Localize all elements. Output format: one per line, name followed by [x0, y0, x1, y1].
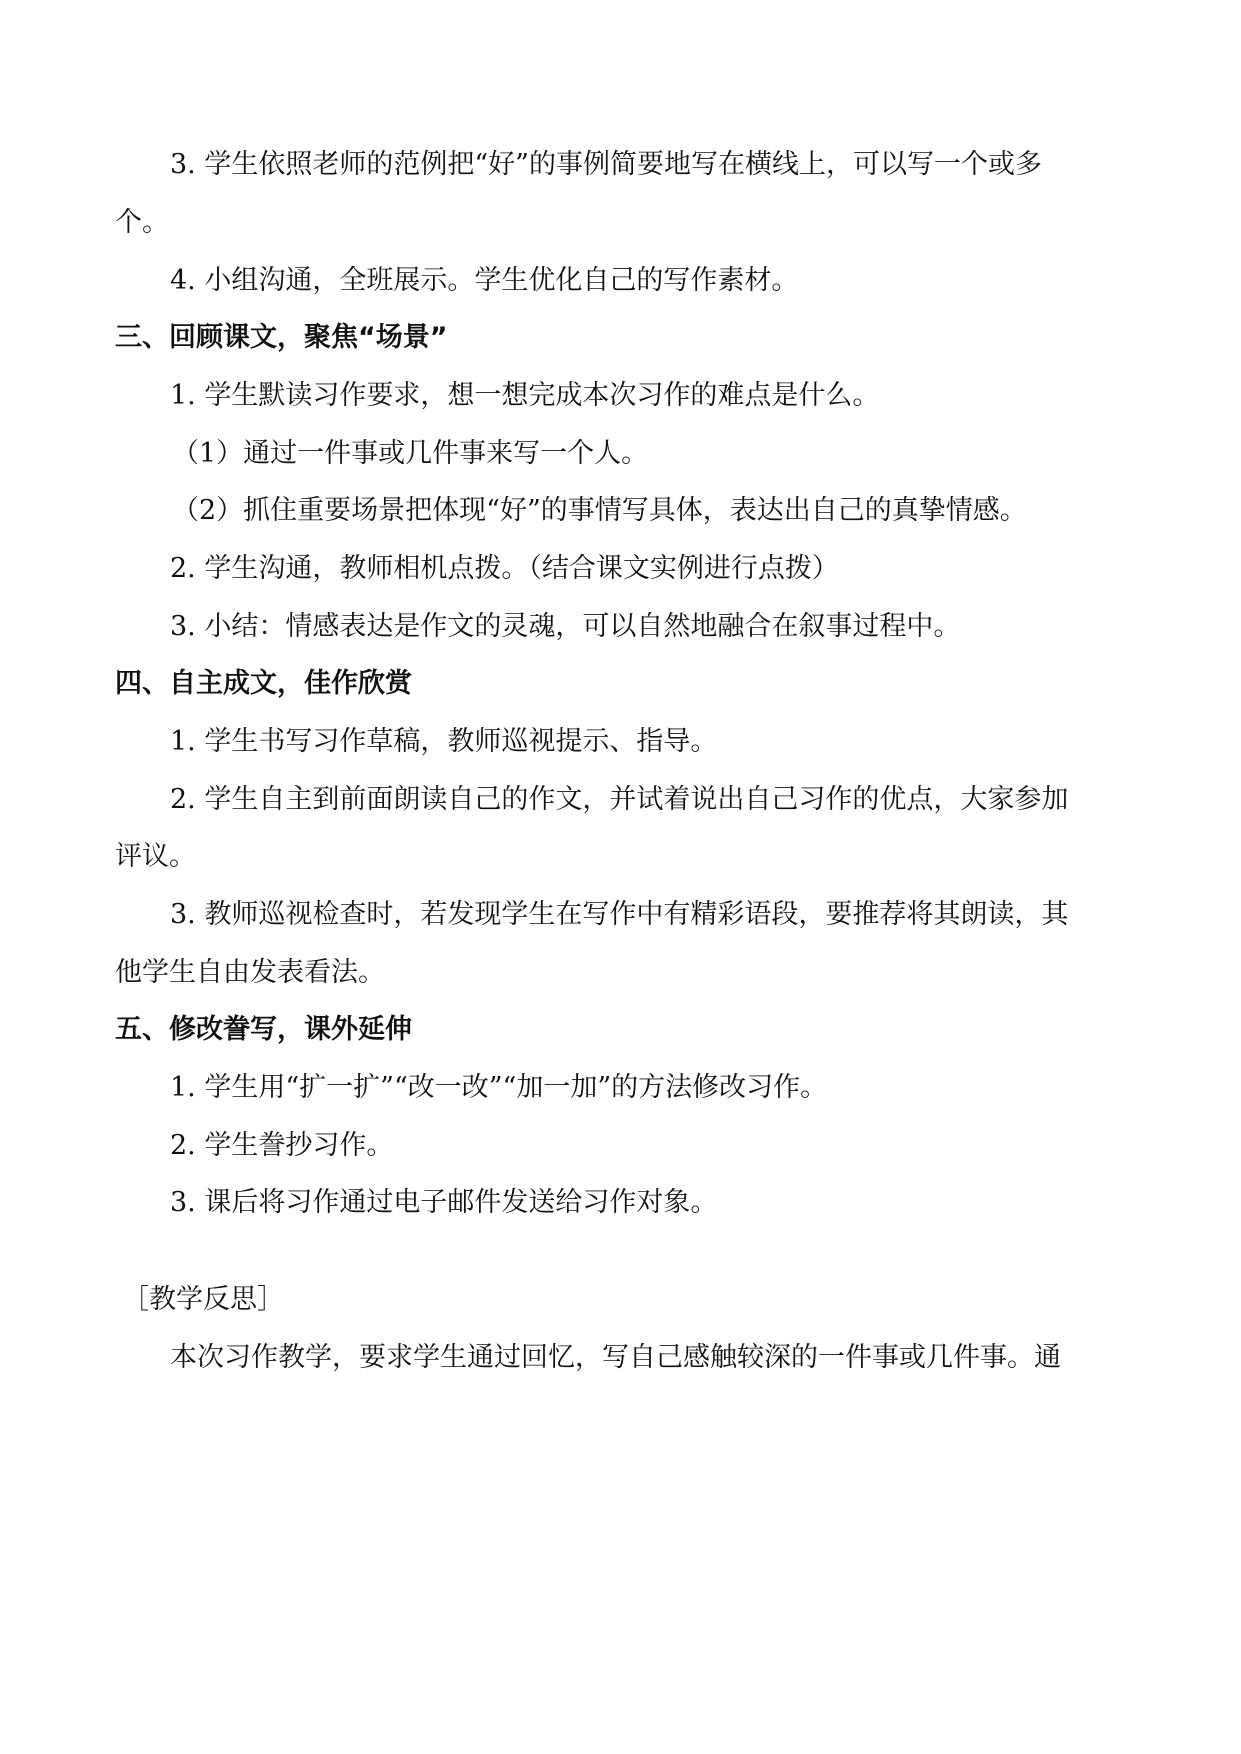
paragraph-line: 2. 学生誊抄习作。 — [170, 1130, 394, 1161]
paragraph-line: 4. 小组沟通，全班展示。学生优化自己的写作素材。 — [170, 265, 799, 296]
section-heading: 三、回顾课文，聚焦“场景” — [115, 322, 448, 353]
paragraph-line: 3. 学生依照老师的范例把“好”的事例简要地写在横线上，可以写一个或多 — [170, 149, 1042, 180]
paragraph-line: 他学生自由发表看法。 — [115, 957, 385, 988]
paragraph-line: 本次习作教学，要求学生通过回忆，写自己感触较深的一件事或几件事。通 — [170, 1342, 1061, 1373]
paragraph-line: 1. 学生用“扩一扩”“改一改”“加一加”的方法修改习作。 — [170, 1072, 828, 1103]
paragraph-line: 2. 学生自主到前面朗读自己的作文，并试着说出自己习作的优点，大家参加 — [170, 784, 1069, 815]
section-heading: 四、自主成文，佳作欣赏 — [115, 668, 412, 699]
paragraph-line: 3. 小结：情感表达是作文的灵魂，可以自然地融合在叙事过程中。 — [170, 611, 961, 642]
reflection-title: ［教学反思］ — [122, 1284, 284, 1315]
paragraph-line: 2. 学生沟通，教师相机点拨。（结合课文实例进行点拨） — [170, 553, 839, 584]
paragraph-line: 3. 教师巡视检查时，若发现学生在写作中有精彩语段，要推荐将其朗读，其 — [170, 899, 1069, 930]
paragraph-line: 个。 — [115, 207, 169, 238]
section-heading: 五、修改誊写，课外延伸 — [115, 1014, 412, 1045]
paragraph-line: 3. 课后将习作通过电子邮件发送给习作对象。 — [170, 1187, 718, 1218]
paragraph-line: 评议。 — [115, 841, 196, 872]
list-item: （1）通过一件事或几件事来写一个人。 — [172, 438, 649, 469]
paragraph-line: 1. 学生默读习作要求，想一想完成本次习作的难点是什么。 — [170, 380, 880, 411]
list-item: （2）抓住重要场景把体现“好”的事情写具体，表达出自己的真挚情感。 — [172, 495, 1027, 526]
paragraph-line: 1. 学生书写习作草稿，教师巡视提示、指导。 — [170, 726, 718, 757]
